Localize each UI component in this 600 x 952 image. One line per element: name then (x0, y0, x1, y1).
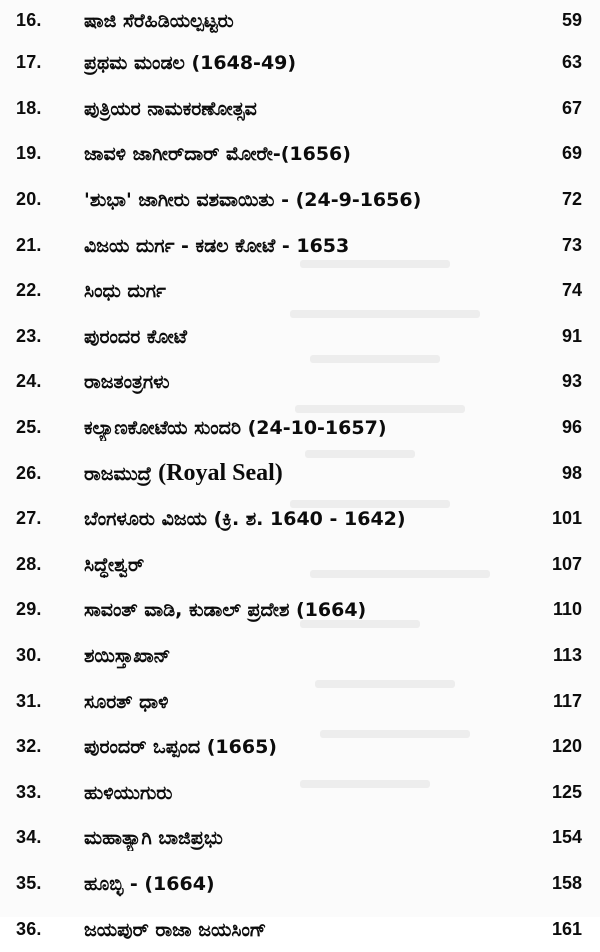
chapter-title: ಸಿಂಧು ದುರ್ಗ (84, 280, 166, 303)
chapter-title: ಜಾವಳಿ ಜಾಗೀರ್‌ದಾರ್ ಮೋರೇ-(1656) (84, 143, 351, 166)
chapter-title: ರಾಜಮುದ್ರೆ (Royal Seal) (84, 459, 283, 486)
chapter-number: 35. (16, 872, 42, 893)
chapter-number: 31. (16, 690, 42, 711)
chapter-title: ವಿಜಯ ದುರ್ಗ - ಕಡಲ ಕೋಟೆ - 1653 (84, 234, 350, 257)
chapter-title: ಶಯಿಸ್ತಾಖಾನ್ (84, 645, 171, 668)
chapter-number: 16. (16, 9, 42, 30)
chapter-title: ಪುರಂದರ ಕೋಟೆ (84, 325, 187, 348)
toc-row (0, 496, 600, 542)
toc-row (0, 724, 600, 770)
page-number: 120 (551, 736, 582, 757)
page-number: 98 (561, 462, 582, 483)
chapter-number: 17. (16, 52, 42, 73)
toc-row (0, 268, 600, 314)
toc-row (0, 906, 600, 952)
chapter-title: ಸಾವಂತ್ ವಾಡಿ, ಕುಡಾಲ್ ಪ್ರದೇಶ (1664) (84, 599, 367, 622)
toc-row (0, 222, 600, 268)
english-subtitle: (Royal Seal) (158, 459, 283, 486)
chapter-title: 'ಶುಭಾ' ಜಾಗೀರು ವಶವಾಯಿತು - (24-9-1656) (84, 189, 422, 212)
toc-row (0, 542, 600, 588)
page-number: 74 (561, 280, 582, 301)
page-number: 161 (551, 918, 582, 939)
chapter-title: ಸೂರತ್ ಧಾಳಿ (84, 690, 169, 713)
chapter-number: 20. (16, 189, 42, 210)
toc-row (0, 177, 600, 223)
page-number: 72 (561, 189, 582, 210)
chapter-title: ರಾಜತಂತ್ರಗಳು (84, 371, 170, 394)
chapter-number: 34. (16, 827, 42, 848)
page-number: 96 (561, 417, 582, 438)
chapter-number: 27. (16, 508, 42, 529)
page-number: 67 (561, 97, 582, 118)
chapter-number: 25. (16, 417, 42, 438)
chapter-title: ಜಯಪುರ್ ರಾಜಾ ಜಯಸಿಂಗ್ (84, 918, 267, 941)
chapter-title: ಪುರಂದರ್ ಒಪ್ಪಂದ (1665) (84, 736, 277, 759)
chapter-title: ಸಿದ್ಧೇಶ್ವರ್ (84, 553, 145, 576)
chapter-number: 22. (16, 280, 42, 301)
page-number: 69 (561, 143, 582, 164)
page-number: 63 (561, 52, 582, 73)
chapter-title: ಮಹಾತ್ಯಾಗಿ ಬಾಜಿಪ್ರಭು (84, 827, 223, 850)
chapter-number: 28. (16, 553, 42, 574)
chapter-number: 18. (16, 97, 42, 118)
page-number: 107 (551, 553, 582, 574)
chapter-number: 29. (16, 599, 42, 620)
toc-row (0, 0, 600, 40)
chapter-number: 26. (16, 462, 42, 483)
chapter-title: ಬೆಂಗಳೂರು ವಿಜಯ (ಕ್ರಿ. ಶ. 1640 - 1642) (84, 508, 406, 531)
page-number: 93 (561, 371, 582, 392)
page-number: 91 (561, 325, 582, 346)
page-number: 59 (561, 9, 582, 30)
page-number: 113 (552, 645, 582, 666)
page-number: 117 (552, 690, 582, 711)
chapter-title: ಪುತ್ರಿಯರ ನಾಮಕರಣೋತ್ಸವ (84, 97, 257, 120)
page-number: 101 (551, 508, 582, 529)
page-number: 158 (551, 872, 582, 893)
toc-row (0, 359, 600, 405)
chapter-title: ಹುಳಿಯುಗುರು (84, 781, 173, 804)
page-number: 125 (551, 781, 582, 802)
toc-row (0, 815, 600, 861)
toc-row (0, 633, 600, 679)
page-number: 73 (561, 234, 582, 255)
toc-row (0, 450, 600, 496)
chapter-number: 36. (16, 918, 42, 939)
chapter-title: ಷಾಜಿ ಸೆರೆಹಿಡಿಯಲ್ಪಟ್ಟರು (84, 9, 234, 32)
chapter-number: 24. (16, 371, 42, 392)
chapter-title: ಪ್ರಥಮ ಮಂಡಲ (1648-49) (84, 52, 297, 75)
chapter-number: 23. (16, 325, 42, 346)
chapter-title: ಕಲ್ಯಾಣಕೋಟೆಯ ಸುಂದರಿ (24-10-1657) (84, 417, 387, 440)
toc-row (0, 405, 600, 451)
toc-row (0, 86, 600, 132)
chapter-number: 19. (16, 143, 42, 164)
page-number: 154 (551, 827, 582, 848)
toc-row (0, 678, 600, 724)
toc-row (0, 770, 600, 816)
toc-row (0, 314, 600, 360)
chapter-number: 21. (16, 234, 42, 255)
toc-row (0, 40, 600, 86)
chapter-number: 32. (16, 736, 42, 757)
toc-row (0, 131, 600, 177)
toc-row (0, 861, 600, 907)
page-number: 110 (552, 599, 582, 620)
chapter-title: ಹೂಬ್ಳಿ - (1664) (84, 872, 215, 895)
toc-row (0, 587, 600, 633)
chapter-number: 33. (16, 781, 42, 802)
chapter-number: 30. (16, 645, 42, 666)
